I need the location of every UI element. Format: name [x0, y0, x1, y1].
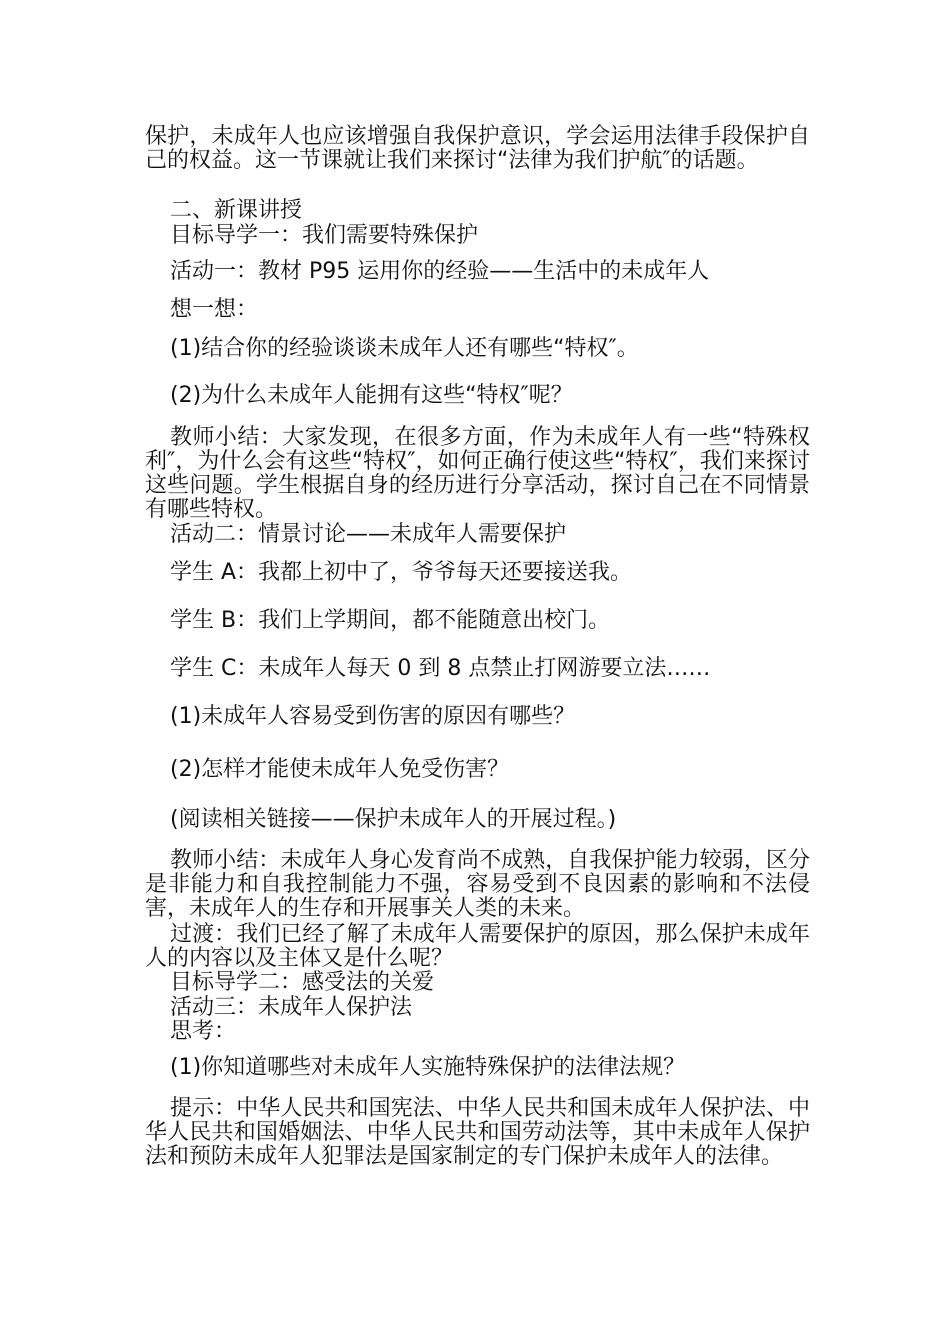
section-heading: 二、新课讲授 — [170, 198, 303, 223]
question-1-2: (2)为什么未成年人能拥有这些“特权″呢？ — [170, 383, 573, 408]
student-a-line: 学生 A：我都上初中了，爷爷每天还要接送我。 — [170, 560, 633, 585]
activity-three-heading: 活动三：未成年人保护法 — [170, 995, 413, 1020]
intro-paragraph — [145, 125, 810, 173]
question-2-2: (2)怎样才能使未成年人免受伤害？ — [170, 757, 510, 782]
question-1-1: (1)结合你的经验谈谈未成年人还有哪些“特权″。 — [170, 336, 639, 361]
activity-one-heading: 活动一：教材 P95 运用你的经验——生活中的未成年人 — [170, 259, 710, 284]
think-one-label: 想一想： — [170, 297, 259, 322]
student-c-line: 学生 C：未成年人每天 0 到 8 点禁止打网游要立法…… — [170, 656, 711, 681]
goal-one-heading: 目标导学一：我们需要特殊保护 — [170, 223, 479, 248]
transition-text: 过渡：我们已经了解了未成年人需要保护的原因，那么保护未成年人的内容以及主体又是什么呢？ — [145, 922, 810, 971]
question-2-1: (1)未成年人容易受到伤害的原因有哪些？ — [170, 704, 576, 729]
activity-two-heading: 活动二：情景讨论——未成年人需要保护 — [170, 522, 567, 547]
goal-two-heading: 目标导学二：感受法的关爱 — [170, 970, 435, 995]
question-3-1: (1)你知道哪些对未成年人实施特殊保护的法律法规？ — [170, 1055, 686, 1080]
think-two-label: 思考： — [170, 1019, 237, 1044]
reading-note: (阅读相关链接——保护未成年人的开展过程。) — [170, 807, 617, 832]
summary-two-text: 教师小结：未成年人身心发育尚不成熟，自我保护能力较弱，区分是非能力和自我控制能力不强，容易受到不良因素的影响和不法侵害，未成年人的生存和开展事关人类的未来。 — [145, 848, 810, 921]
hint-paragraph — [145, 1097, 810, 1169]
summary-one-paragraph — [145, 426, 810, 522]
student-b-line: 学生 B：我们上学期间，都不能随意出校门。 — [170, 608, 611, 633]
summary-one-text: 教师小结：大家发现，在很多方面，作为未成年人有一些“特殊权利″，为什么会有这些“特权″，如何正确行使这些“特权″，我们来探讨这些问题。学生根据自身的经历进行分享活动，探讨自己在不同情景有哪些特权。 — [145, 425, 810, 522]
summary-two-paragraph — [145, 849, 810, 921]
intro-text: 保护，未成年人也应该增强自我保护意识，学会运用法律手段保护自己的权益。这一节课就让我们来探讨“法律为我们护航″的话题。 — [145, 124, 810, 173]
transition-paragraph — [145, 923, 810, 971]
hint-text: 提示：中华人民共和国宪法、中华人民共和国未成年人保护法、中华人民共和国婚姻法、中华人民共和国劳动法等，其中未成年人保护法和预防未成年人犯罪法是国家制定的专门保护未成年人的法律。 — [145, 1096, 810, 1169]
